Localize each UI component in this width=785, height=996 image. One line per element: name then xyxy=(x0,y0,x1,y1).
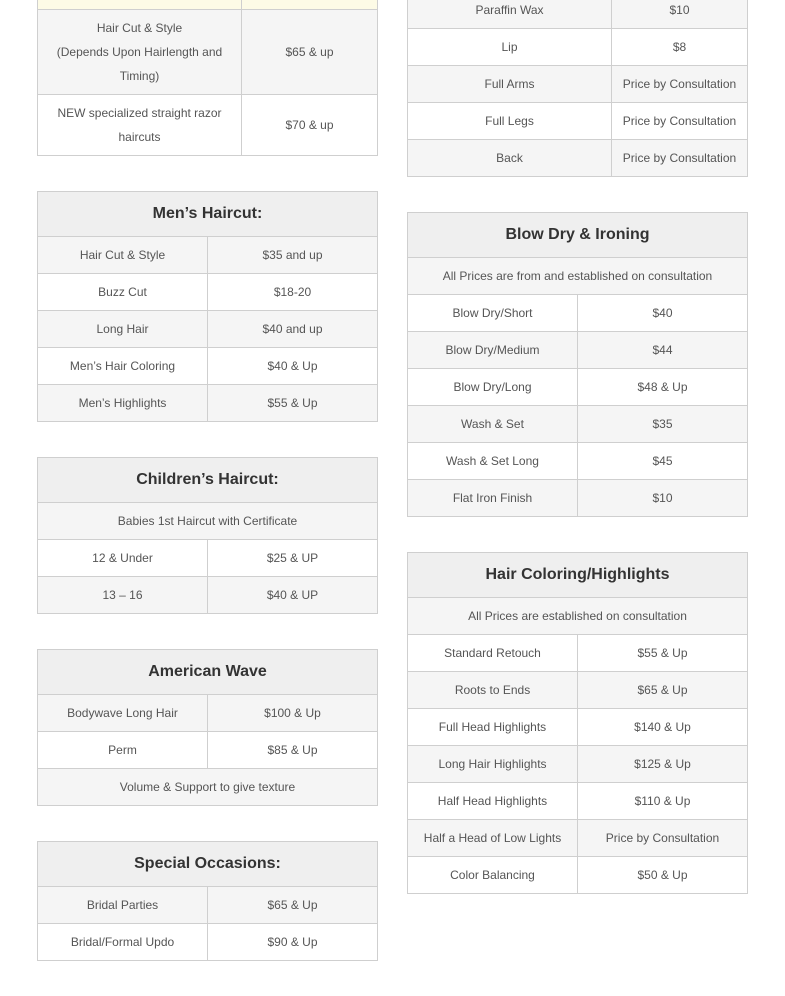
service-cell xyxy=(38,0,242,10)
price-cell: $40 & UP xyxy=(208,577,378,614)
service-cell: Bridal/Formal Updo xyxy=(38,924,208,961)
price-cell: $44 xyxy=(578,332,748,369)
price-cell xyxy=(242,0,378,10)
price-cell: $10 xyxy=(578,480,748,517)
service-cell: Flat Iron Finish xyxy=(408,480,578,517)
price-cell: $40 & Up xyxy=(208,348,378,385)
service-cell: 13 – 16 xyxy=(38,577,208,614)
table-row xyxy=(38,540,378,577)
price-cell: $35 xyxy=(578,406,748,443)
price-cell: $55 & Up xyxy=(208,385,378,422)
table-row xyxy=(408,820,748,857)
table-row xyxy=(408,103,748,140)
service-cell: Blow Dry/Long xyxy=(408,369,578,406)
table-row xyxy=(38,695,378,732)
price-cell: $35 and up xyxy=(208,237,378,274)
price-cell: $8 xyxy=(612,29,748,66)
price-cell: $18-20 xyxy=(208,274,378,311)
service-cell: Lip xyxy=(408,29,612,66)
table-row xyxy=(38,10,378,95)
table-row xyxy=(38,274,378,311)
table-row xyxy=(408,709,748,746)
right-price-column xyxy=(407,0,748,929)
table-row xyxy=(408,598,748,635)
service-cell: Half a Head of Low Lights xyxy=(408,820,578,857)
special-occasions-price-table xyxy=(37,841,378,961)
table-row xyxy=(38,95,378,156)
price-cell: $65 & up xyxy=(242,10,378,95)
hair-coloring-highlights-price-table xyxy=(407,552,748,894)
service-cell: Blow Dry/Medium xyxy=(408,332,578,369)
price-cell: $100 & Up xyxy=(208,695,378,732)
table-row xyxy=(408,258,748,295)
service-cell: Roots to Ends xyxy=(408,672,578,709)
price-cell: $48 & Up xyxy=(578,369,748,406)
table-row xyxy=(38,237,378,274)
table-row xyxy=(38,577,378,614)
service-cell: Blow Dry/Short xyxy=(408,295,578,332)
table-row xyxy=(38,887,378,924)
price-cell: $140 & Up xyxy=(578,709,748,746)
price-cell: Price by Consultation xyxy=(612,103,748,140)
table-row xyxy=(408,29,748,66)
service-cell: Back xyxy=(408,140,612,177)
price-cell: $125 & Up xyxy=(578,746,748,783)
table-row xyxy=(408,0,748,29)
table-row xyxy=(408,332,748,369)
service-cell: Color Balancing xyxy=(408,857,578,894)
note-cell: Volume & Support to give texture xyxy=(38,769,378,806)
table-row xyxy=(408,369,748,406)
service-cell: Men’s Hair Coloring xyxy=(38,348,208,385)
price-cell: $110 & Up xyxy=(578,783,748,820)
service-cell: Long Hair Highlights xyxy=(408,746,578,783)
price-cell: $40 xyxy=(578,295,748,332)
table-row xyxy=(408,295,748,332)
service-cell: Perm xyxy=(38,732,208,769)
table-row xyxy=(408,406,748,443)
service-cell: Long Hair xyxy=(38,311,208,348)
price-cell: $90 & Up xyxy=(208,924,378,961)
service-cell: Hair Cut & Style (Depends Upon Hairlength and Timing) xyxy=(38,10,242,95)
price-cell: $85 & Up xyxy=(208,732,378,769)
price-cell: $45 xyxy=(578,443,748,480)
table-price-table xyxy=(407,0,748,177)
table-row xyxy=(408,635,748,672)
table-row xyxy=(408,140,748,177)
service-cell: Paraffin Wax xyxy=(408,0,612,29)
price-cell: $50 & Up xyxy=(578,857,748,894)
table-row xyxy=(408,672,748,709)
left-price-column xyxy=(37,0,378,996)
table-title: American Wave xyxy=(38,650,378,695)
price-cell: Price by Consultation xyxy=(612,66,748,103)
price-cell: $70 & up xyxy=(242,95,378,156)
table-row xyxy=(38,769,378,806)
table-row xyxy=(408,480,748,517)
table-title: Hair Coloring/Highlights xyxy=(408,553,748,598)
table-row xyxy=(408,783,748,820)
table-row xyxy=(408,746,748,783)
note-cell: Babies 1st Haircut with Certificate xyxy=(38,503,378,540)
table-row xyxy=(408,443,748,480)
table-row xyxy=(38,0,378,10)
note-cell: All Prices are established on consultation xyxy=(408,598,748,635)
table-row xyxy=(408,66,748,103)
price-cell: Price by Consultation xyxy=(612,140,748,177)
price-cell: $10 xyxy=(612,0,748,29)
service-cell: Full Head Highlights xyxy=(408,709,578,746)
service-cell: Standard Retouch xyxy=(408,635,578,672)
service-cell: Full Arms xyxy=(408,66,612,103)
price-cell: Price by Consultation xyxy=(578,820,748,857)
table-row xyxy=(38,385,378,422)
service-cell: Bodywave Long Hair xyxy=(38,695,208,732)
note-cell: All Prices are from and established on consultation xyxy=(408,258,748,295)
table-title: Children’s Haircut: xyxy=(38,458,378,503)
table-row xyxy=(38,924,378,961)
table-title: Blow Dry & Ironing xyxy=(408,213,748,258)
price-cell: $40 and up xyxy=(208,311,378,348)
price-cell: $65 & Up xyxy=(208,887,378,924)
men-s-haircut-price-table xyxy=(37,191,378,422)
service-cell: Full Legs xyxy=(408,103,612,140)
blow-dry-ironing-price-table xyxy=(407,212,748,517)
american-wave-price-table xyxy=(37,649,378,806)
table-price-table xyxy=(37,0,378,156)
service-cell: Buzz Cut xyxy=(38,274,208,311)
table-title: Men’s Haircut: xyxy=(38,192,378,237)
service-cell: 12 & Under xyxy=(38,540,208,577)
service-cell: Wash & Set xyxy=(408,406,578,443)
children-s-haircut-price-table xyxy=(37,457,378,614)
table-row xyxy=(38,503,378,540)
price-cell: $65 & Up xyxy=(578,672,748,709)
service-cell: Men’s Highlights xyxy=(38,385,208,422)
service-cell: Bridal Parties xyxy=(38,887,208,924)
service-cell: Half Head Highlights xyxy=(408,783,578,820)
table-row xyxy=(38,348,378,385)
price-cell: $55 & Up xyxy=(578,635,748,672)
price-cell: $25 & UP xyxy=(208,540,378,577)
table-title: Special Occasions: xyxy=(38,842,378,887)
service-cell: Wash & Set Long xyxy=(408,443,578,480)
service-cell: Hair Cut & Style xyxy=(38,237,208,274)
service-cell: NEW specialized straight razor haircuts xyxy=(38,95,242,156)
table-row xyxy=(38,732,378,769)
table-row xyxy=(408,857,748,894)
table-row xyxy=(38,311,378,348)
